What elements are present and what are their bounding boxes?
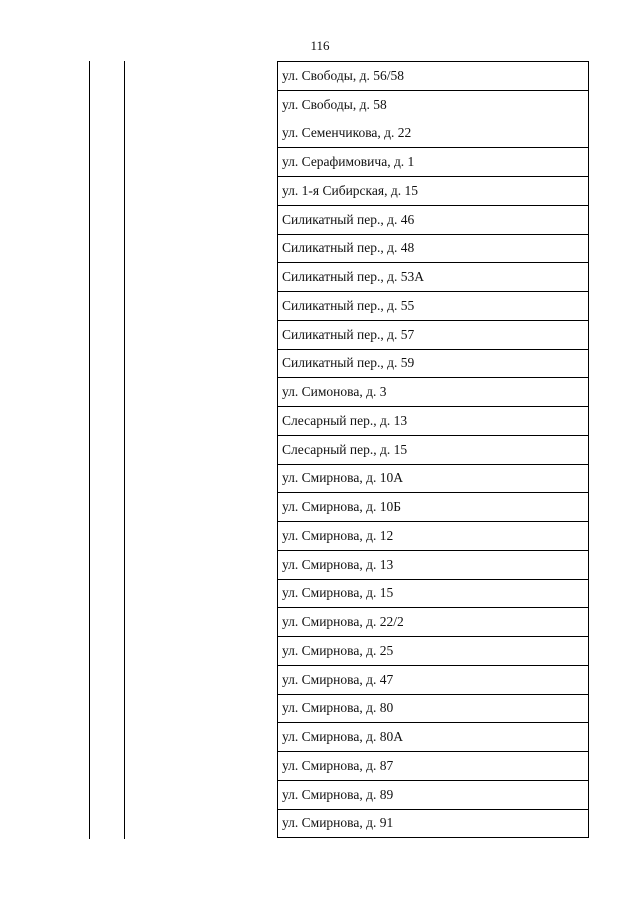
table-row: Силикатный пер., д. 57	[278, 321, 588, 350]
table-row: ул. Смирнова, д. 15	[278, 580, 588, 609]
table-row: Силикатный пер., д. 55	[278, 292, 588, 321]
table-row: ул. Смирнова, д. 13	[278, 551, 588, 580]
table-row: ул. Смирнова, д. 22/2	[278, 608, 588, 637]
table-row: ул. Смирнова, д. 10А	[278, 465, 588, 494]
table-row: Силикатный пер., д. 46	[278, 206, 588, 235]
table-row: ул. Смирнова, д. 10Б	[278, 493, 588, 522]
table-row: ул. Смирнова, д. 47	[278, 666, 588, 695]
table-row: ул. Смирнова, д. 89	[278, 781, 588, 810]
table-row: ул. Семенчикова, д. 22	[278, 120, 588, 149]
table-row: ул. Смирнова, д. 87	[278, 752, 588, 781]
table-row: ул. Серафимовича, д. 1	[278, 148, 588, 177]
table-left-border	[89, 61, 90, 839]
table-row: ул. Смирнова, д. 80А	[278, 723, 588, 752]
table-column-divider	[124, 61, 125, 839]
table-row: ул. Смирнова, д. 91	[278, 810, 588, 839]
page-number: 116	[310, 38, 330, 53]
table-row: Слесарный пер., д. 15	[278, 436, 588, 465]
table-row: ул. Симонова, д. 3	[278, 378, 588, 407]
table-row: Силикатный пер., д. 48	[278, 235, 588, 264]
table-row: Силикатный пер., д. 53А	[278, 263, 588, 292]
table-row: ул. Смирнова, д. 12	[278, 522, 588, 551]
table-row: ул. 1-я Сибирская, д. 15	[278, 177, 588, 206]
table-row: Силикатный пер., д. 59	[278, 350, 588, 379]
table-row: ул. Смирнова, д. 25	[278, 637, 588, 666]
table-row: Слесарный пер., д. 13	[278, 407, 588, 436]
address-table	[277, 61, 589, 838]
table-row: ул. Свободы, д. 58	[282, 97, 387, 113]
table-row: ул. Смирнова, д. 80	[278, 695, 588, 724]
table-row: ул. Свободы, д. 56/58	[278, 62, 588, 91]
